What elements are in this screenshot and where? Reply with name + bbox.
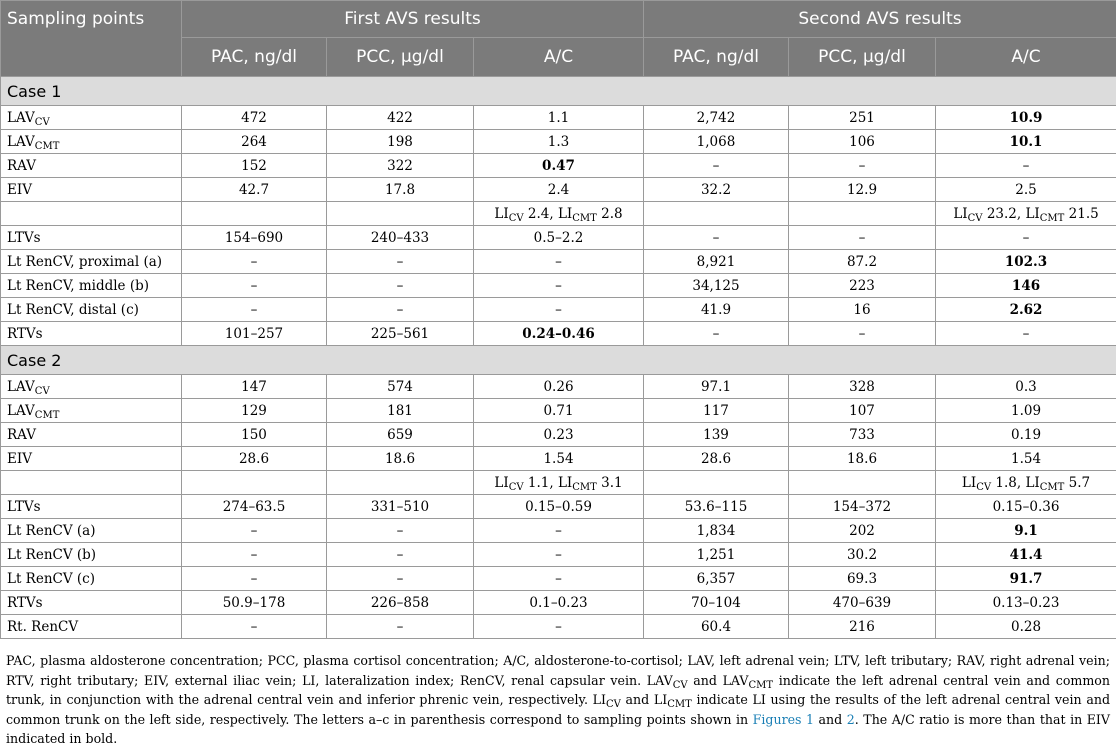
table-cell: 198 — [327, 130, 474, 154]
table-cell: – — [182, 298, 327, 322]
table-cell: 216 — [789, 615, 936, 639]
row-label: LTVs — [1, 226, 182, 250]
table-cell: 226–858 — [327, 591, 474, 615]
table-cell: – — [182, 274, 327, 298]
table-cell: 251 — [789, 106, 936, 130]
table-cell: 1,251 — [644, 543, 789, 567]
header-pcc-second: PCC, µg/dl — [789, 38, 936, 77]
table-cell: 42.7 — [182, 178, 327, 202]
row-label: Lt RenCV, distal (c) — [1, 298, 182, 322]
table-cell: 101–257 — [182, 322, 327, 346]
table-cell: 12.9 — [789, 178, 936, 202]
table-cell: – — [474, 543, 644, 567]
table-cell: – — [182, 250, 327, 274]
table-cell: – — [182, 519, 327, 543]
table-row — [1, 591, 1116, 615]
table-row — [1, 543, 1116, 567]
table-row — [1, 298, 1116, 322]
table-cell: 659 — [327, 423, 474, 447]
table-cell: 0.19 — [936, 423, 1116, 447]
table-cell: – — [789, 226, 936, 250]
table-row — [1, 322, 1116, 346]
table-cell: 30.2 — [789, 543, 936, 567]
table-cell: 154–690 — [182, 226, 327, 250]
table-cell: – — [474, 615, 644, 639]
table-cell: 87.2 — [789, 250, 936, 274]
case-header-row — [1, 77, 1116, 106]
table-cell: – — [182, 615, 327, 639]
row-label: RTVs — [1, 591, 182, 615]
table-cell: 152 — [182, 154, 327, 178]
table-cell: – — [327, 567, 474, 591]
table-cell: – — [474, 567, 644, 591]
row-label: Lt RenCV, middle (b) — [1, 274, 182, 298]
table-cell: 422 — [327, 106, 474, 130]
table-cell: – — [182, 543, 327, 567]
table-row — [1, 423, 1116, 447]
table-cell: 1,068 — [644, 130, 789, 154]
table-cell: 34,125 — [644, 274, 789, 298]
table-cell: 0.15–0.36 — [936, 495, 1116, 519]
table-cell: 472 — [182, 106, 327, 130]
row-label: RTVs — [1, 322, 182, 346]
header-pac-first: PAC, ng/dl — [182, 38, 327, 77]
table-cell: 0.1–0.23 — [474, 591, 644, 615]
table-row — [1, 250, 1116, 274]
table-cell: 69.3 — [789, 567, 936, 591]
table-row — [1, 519, 1116, 543]
lateralization-index: $LI_{CV}$ 1.1, $LI_{CMT}$ 3.1 — [474, 471, 644, 495]
row-label: EIV — [1, 178, 182, 202]
table-cell: 202 — [789, 519, 936, 543]
table-row — [1, 106, 1116, 130]
empty-cell — [789, 202, 936, 226]
table-cell: – — [327, 298, 474, 322]
table-cell: 1.09 — [936, 399, 1116, 423]
empty-cell — [1, 202, 182, 226]
lateralization-row — [1, 471, 1116, 495]
table-row — [1, 274, 1116, 298]
table-cell: 117 — [644, 399, 789, 423]
table-cell: 328 — [789, 375, 936, 399]
table-cell: – — [327, 615, 474, 639]
table-cell: – — [644, 226, 789, 250]
table-cell: – — [327, 519, 474, 543]
row-label: Lt RenCV (b) — [1, 543, 182, 567]
table-row — [1, 130, 1116, 154]
row-label: $LAV_{CMT}$ — [1, 399, 182, 423]
table-cell: 0.5–2.2 — [474, 226, 644, 250]
table-row — [1, 495, 1116, 519]
table-cell: 147 — [182, 375, 327, 399]
table-cell: 0.15–0.59 — [474, 495, 644, 519]
header-pcc-first: PCC, µg/dl — [327, 38, 474, 77]
row-label: $LAV_{CV}$ — [1, 375, 182, 399]
case-title: Case 2 — [1, 346, 1116, 375]
table-cell: 18.6 — [327, 447, 474, 471]
table-cell: 70–104 — [644, 591, 789, 615]
table-cell: – — [474, 298, 644, 322]
figure-2-link[interactable]: 2 — [846, 711, 855, 727]
table-cell: 10.9 — [936, 106, 1116, 130]
empty-cell — [182, 202, 327, 226]
table-cell: 2,742 — [644, 106, 789, 130]
table-cell: 470–639 — [789, 591, 936, 615]
table-cell: 102.3 — [936, 250, 1116, 274]
table-cell: – — [936, 226, 1116, 250]
table-cell: – — [644, 154, 789, 178]
table-cell: 181 — [327, 399, 474, 423]
table-cell: 16 — [789, 298, 936, 322]
header-ac-first: A/C — [474, 38, 644, 77]
table-cell: 274–63.5 — [182, 495, 327, 519]
table-cell: 150 — [182, 423, 327, 447]
table-cell: 0.13–0.23 — [936, 591, 1116, 615]
table-cell: 17.8 — [327, 178, 474, 202]
table-row — [1, 399, 1116, 423]
table-cell: 28.6 — [644, 447, 789, 471]
header-first-avs: First AVS results — [182, 1, 644, 38]
table-cell: 264 — [182, 130, 327, 154]
table-cell: 0.3 — [936, 375, 1116, 399]
row-label: Lt RenCV (c) — [1, 567, 182, 591]
case-title: Case 1 — [1, 77, 1116, 106]
table-cell: 28.6 — [182, 447, 327, 471]
table-cell: – — [327, 274, 474, 298]
table-cell: 331–510 — [327, 495, 474, 519]
row-label: Rt. RenCV — [1, 615, 182, 639]
row-label: EIV — [1, 447, 182, 471]
table-cell: 0.23 — [474, 423, 644, 447]
table-cell: 574 — [327, 375, 474, 399]
table-row — [1, 567, 1116, 591]
table-cell: – — [474, 250, 644, 274]
table-body — [1, 77, 1116, 639]
table-cell: 2.4 — [474, 178, 644, 202]
figure-1-link[interactable]: Figures 1 — [752, 711, 815, 727]
table-cell: 733 — [789, 423, 936, 447]
lateralization-index: $LI_{CV}$ 1.8, $LI_{CMT}$ 5.7 — [936, 471, 1116, 495]
table-cell: – — [327, 543, 474, 567]
table-cell: 1,834 — [644, 519, 789, 543]
table-cell: – — [789, 322, 936, 346]
header-ac-second: A/C — [936, 38, 1116, 77]
table-cell: 9.1 — [936, 519, 1116, 543]
table-cell: 0.47 — [474, 154, 644, 178]
table-cell: – — [644, 322, 789, 346]
empty-cell — [789, 471, 936, 495]
header-second-avs: Second AVS results — [644, 1, 1116, 38]
row-label: LTVs — [1, 495, 182, 519]
table-cell: 91.7 — [936, 567, 1116, 591]
table-cell: 146 — [936, 274, 1116, 298]
table-row — [1, 615, 1116, 639]
table-cell: 0.24–0.46 — [474, 322, 644, 346]
table-cell: 8,921 — [644, 250, 789, 274]
table-cell: 1.54 — [936, 447, 1116, 471]
table-cell: 32.2 — [644, 178, 789, 202]
lateralization-row — [1, 202, 1116, 226]
row-label: $LAV_{CMT}$ — [1, 130, 182, 154]
table-cell: – — [936, 154, 1116, 178]
empty-cell — [327, 471, 474, 495]
table-row — [1, 447, 1116, 471]
table-cell: 6,357 — [644, 567, 789, 591]
table-cell: 41.4 — [936, 543, 1116, 567]
table-cell: 10.1 — [936, 130, 1116, 154]
table-cell: 223 — [789, 274, 936, 298]
table-cell: 50.9–178 — [182, 591, 327, 615]
header-sampling-points: Sampling points — [1, 1, 182, 77]
table-cell: 0.26 — [474, 375, 644, 399]
table-cell: 2.5 — [936, 178, 1116, 202]
table-cell: – — [327, 250, 474, 274]
table-row — [1, 154, 1116, 178]
table-cell: 322 — [327, 154, 474, 178]
table-cell: 240–433 — [327, 226, 474, 250]
row-label: RAV — [1, 423, 182, 447]
table-cell: – — [474, 519, 644, 543]
table-cell: 53.6–115 — [644, 495, 789, 519]
footnote-abbreviations: PAC, plasma aldosterone concentration; PCC, plasma cortisol concentration; A/C, aldosterone-to-cortisol; LAV, left adrenal vein; LTV, left tributary; RAV, right adrenal vein; RTV, right tributary; EIV, external iliac vein; LI, lateralization index; RenCV, renal capsular vein. — [6, 653, 1110, 688]
table-cell: 0.28 — [936, 615, 1116, 639]
table-cell: 1.54 — [474, 447, 644, 471]
table-cell: 2.62 — [936, 298, 1116, 322]
row-label: $LAV_{CV}$ — [1, 106, 182, 130]
empty-cell — [327, 202, 474, 226]
table-cell: 106 — [789, 130, 936, 154]
empty-cell — [644, 471, 789, 495]
empty-cell — [182, 471, 327, 495]
table-row — [1, 375, 1116, 399]
row-label: Lt RenCV, proximal (a) — [1, 250, 182, 274]
table-cell: – — [936, 322, 1116, 346]
empty-cell — [644, 202, 789, 226]
table-row — [1, 178, 1116, 202]
row-label: Lt RenCV (a) — [1, 519, 182, 543]
lateralization-index: $LI_{CV}$ 2.4, $LI_{CMT}$ 2.8 — [474, 202, 644, 226]
row-label: RAV — [1, 154, 182, 178]
table-cell: 18.6 — [789, 447, 936, 471]
table-cell: – — [789, 154, 936, 178]
table-cell: – — [474, 274, 644, 298]
table-cell: 41.9 — [644, 298, 789, 322]
table-row — [1, 226, 1116, 250]
table-cell: 139 — [644, 423, 789, 447]
table-cell: 225–561 — [327, 322, 474, 346]
table-cell: 1.1 — [474, 106, 644, 130]
table-cell: 129 — [182, 399, 327, 423]
case-header-row — [1, 346, 1116, 375]
table-cell: 154–372 — [789, 495, 936, 519]
table-cell: 0.71 — [474, 399, 644, 423]
table-cell: – — [182, 567, 327, 591]
empty-cell — [1, 471, 182, 495]
header-pac-second: PAC, ng/dl — [644, 38, 789, 77]
table-cell: 107 — [789, 399, 936, 423]
table-cell: 97.1 — [644, 375, 789, 399]
lateralization-index: $LI_{CV}$ 23.2, $LI_{CMT}$ 21.5 — [936, 202, 1116, 226]
table-cell: 60.4 — [644, 615, 789, 639]
table-footnote: PAC, plasma aldosterone concentration; PCC, plasma cortisol concentration; A/C, aldosterone-to-cortisol; LAV, left adrenal vein; LTV, left tributary; RAV, right adrenal vein; RTV, right tributary; EIV, external iliac vein; LI, lateralization index; RenCV, renal capsular vein. $LAV_{CV}$ and $LAV_{CMT}$ indicate the left adrenal central vein and common trunk, in conjunction with the adrenal central vein and inferior phrenic vein, respectively. $LI_{CV}$ and $LI_{CMT}$ indicate LI using the results of the left adrenal central vein and common trunk on the left side, respectively. The letters a–c in parenthesis correspond to sampling points shown in Figures 1 and 2. The A/C ratio is more than that in EIV indicated in bold. — [6, 653, 1111, 746]
table-cell: 1.3 — [474, 130, 644, 154]
